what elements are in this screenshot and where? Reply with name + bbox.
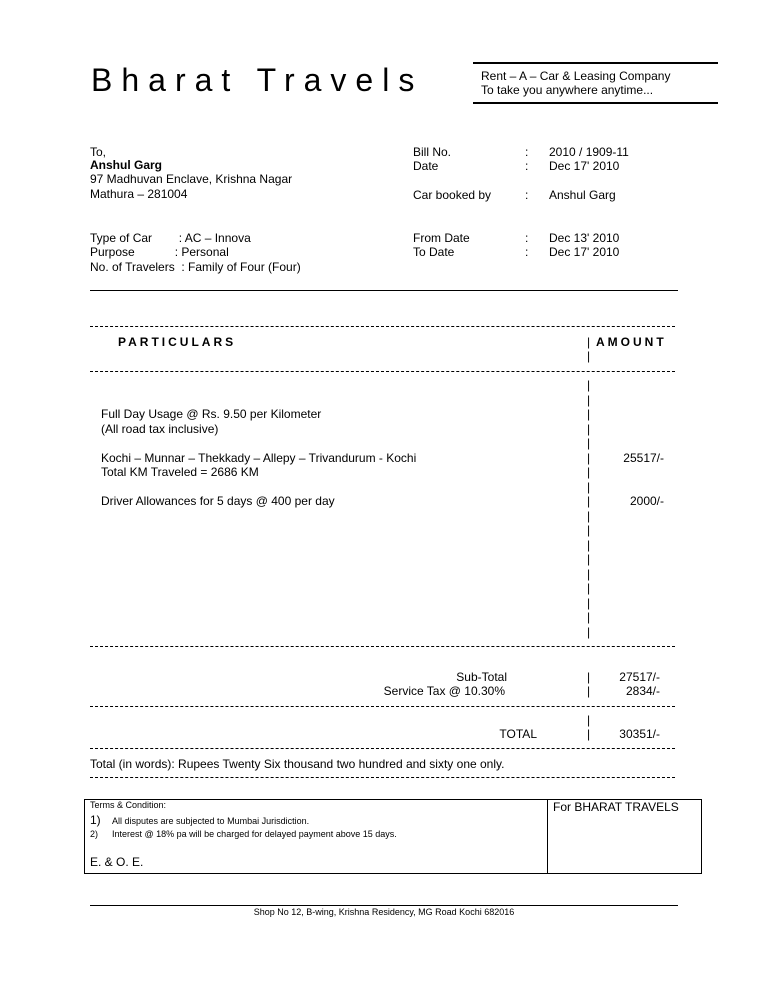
- total-value: 30351/-: [619, 727, 660, 741]
- pipe: |: [587, 523, 591, 537]
- service-tax-value: 2834/-: [625, 684, 660, 698]
- pipe: |: [587, 538, 591, 552]
- tagline-line1: Rent – A – Car & Leasing Company: [481, 69, 671, 83]
- pipe: |: [587, 509, 591, 523]
- pipe: |: [587, 335, 591, 349]
- booked-by-label: Car booked by: [413, 188, 492, 202]
- pipe: |: [587, 596, 591, 610]
- bill-no-value: 2010 / 1909-11: [549, 145, 629, 159]
- item-line: Full Day Usage @ Rs. 9.50 per Kilometer: [101, 407, 322, 421]
- colon: :: [525, 245, 529, 259]
- pipe: |: [587, 378, 591, 392]
- item-amount: 25517/-: [623, 451, 664, 465]
- car-type: Type of Car : AC – Innova: [90, 231, 251, 245]
- particulars-header: PARTICULARS: [118, 335, 237, 349]
- tagline-line2: To take you anywhere anytime...: [481, 83, 654, 97]
- pipe: |: [587, 436, 591, 450]
- pipe: |: [587, 567, 591, 581]
- pipe: |: [587, 494, 591, 508]
- total-in-words: Total (in words): Rupees Twenty Six thousand two hundred and sixty one only.: [90, 757, 505, 771]
- booked-by-value: Anshul Garg: [549, 188, 616, 202]
- pipe: |: [587, 581, 591, 595]
- pipe: |: [587, 465, 591, 479]
- pipe: |: [587, 393, 591, 407]
- term-number: 1): [90, 813, 101, 827]
- term-item: Interest @ 18% pa will be charged for delayed payment above 15 days.: [112, 829, 397, 839]
- table-top-rule: [90, 326, 675, 327]
- bill-no-label: Bill No.: [413, 145, 452, 159]
- total-label: TOTAL: [499, 727, 537, 741]
- pipe: |: [587, 349, 591, 363]
- header-bottom-rule: [90, 371, 675, 372]
- footer-rule: [90, 905, 678, 906]
- service-tax-label: Service Tax @ 10.30%: [383, 684, 505, 698]
- customer-address-line2: Mathura – 281004: [90, 187, 188, 201]
- item-line: (All road tax inclusive): [101, 422, 219, 436]
- pipe: |: [587, 727, 591, 741]
- colon: :: [525, 159, 529, 173]
- company-name: Bharat Travels: [91, 62, 424, 98]
- to-date-label: To Date: [413, 245, 455, 259]
- eoe-note: E. & O. E.: [90, 855, 144, 869]
- footer-address: Shop No 12, B-wing, Krishna Residency, MG Road Kochi 682016: [253, 907, 515, 917]
- tagline-bottom-rule: [473, 102, 718, 104]
- item-amount: 2000/-: [629, 494, 664, 508]
- item-line: Total KM Traveled = 2686 KM: [101, 465, 259, 479]
- pipe: |: [587, 451, 591, 465]
- term-number: 2): [90, 829, 99, 839]
- pipe: |: [587, 684, 591, 698]
- tax-bottom-rule: [90, 706, 675, 707]
- item-line: Kochi – Munnar – Thekkady – Allepy – Trivandurum - Kochi: [101, 451, 417, 465]
- amount-header: AMOUNT: [596, 335, 667, 349]
- pipe: |: [587, 480, 591, 494]
- words-bottom-rule: [90, 777, 675, 778]
- subtotal-value: 27517/-: [619, 670, 660, 684]
- pipe: |: [587, 407, 591, 421]
- term-item: All disputes are subjected to Mumbai Jurisdiction.: [112, 816, 310, 826]
- to-label: To,: [90, 145, 107, 159]
- travelers: No. of Travelers : Family of Four (Four): [90, 260, 301, 274]
- pipe: |: [587, 422, 591, 436]
- to-date-value: Dec 17' 2010: [549, 245, 620, 259]
- tagline-top-rule: [473, 62, 718, 64]
- pipe: |: [587, 670, 591, 684]
- signature-label: For BHARAT TRAVELS: [553, 800, 679, 814]
- colon: :: [525, 231, 529, 245]
- total-bottom-rule: [90, 748, 675, 749]
- date-label: Date: [413, 159, 439, 173]
- pipe: |: [587, 610, 591, 624]
- section-divider: [90, 290, 678, 291]
- customer-name: Anshul Garg: [90, 158, 163, 172]
- pipe: |: [587, 552, 591, 566]
- customer-address-line1: 97 Madhuvan Enclave, Krishna Nagar: [90, 172, 293, 186]
- terms-heading: Terms & Condition:: [90, 800, 167, 810]
- colon: :: [525, 145, 529, 159]
- from-date-label: From Date: [413, 231, 470, 245]
- colon: :: [525, 188, 529, 202]
- from-date-value: Dec 13' 2010: [549, 231, 620, 245]
- items-bottom-rule: [90, 646, 675, 647]
- subtotal-label: Sub-Total: [456, 670, 507, 684]
- date-value: Dec 17' 2010: [549, 159, 620, 173]
- purpose: Purpose : Personal: [90, 245, 229, 259]
- item-line: Driver Allowances for 5 days @ 400 per day: [101, 494, 335, 508]
- pipe: |: [587, 713, 591, 727]
- pipe: |: [587, 625, 591, 639]
